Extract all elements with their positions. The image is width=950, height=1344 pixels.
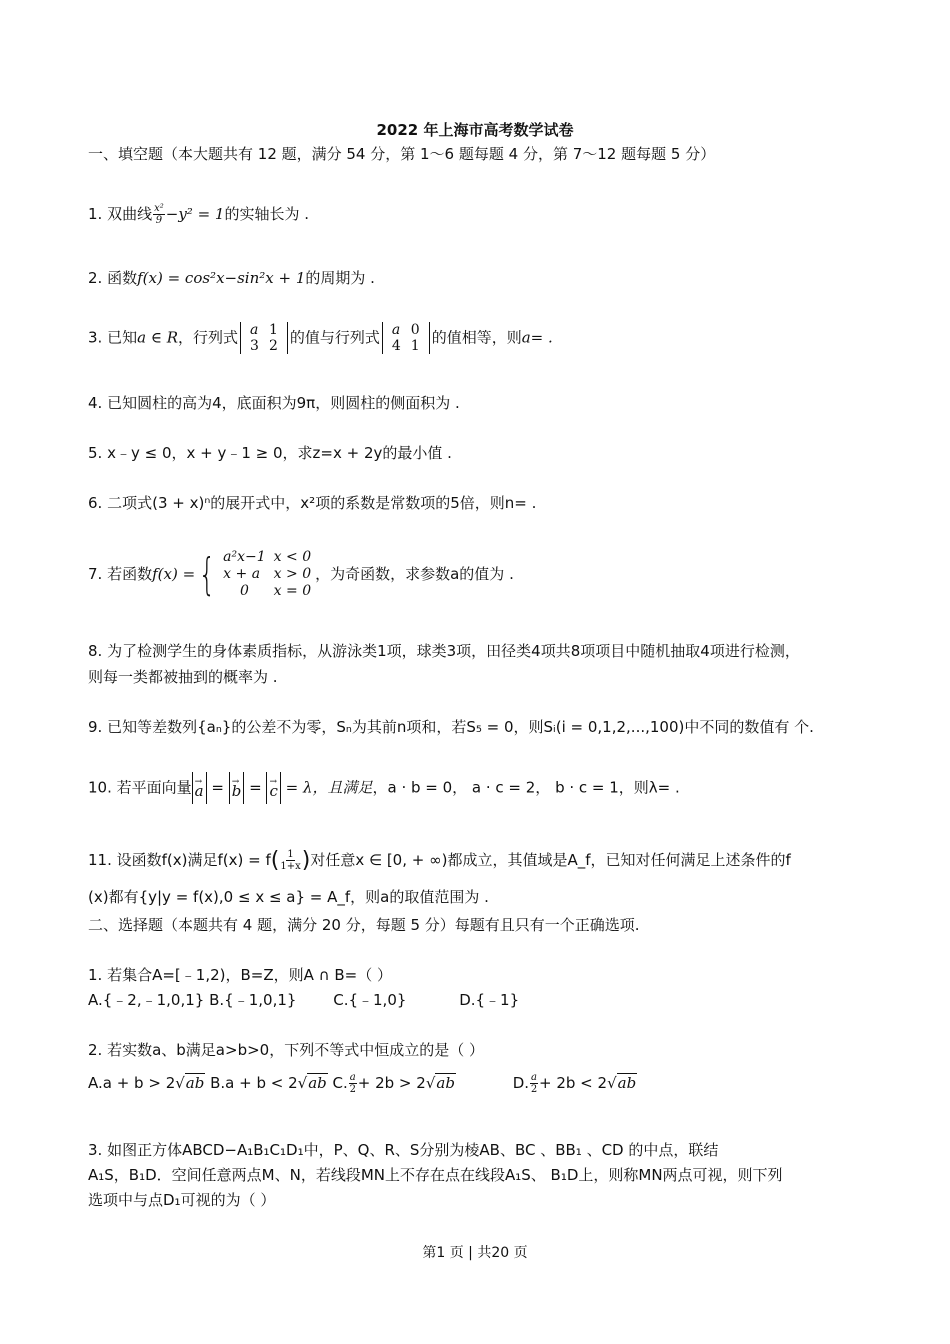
left-brace: { [198, 548, 216, 600]
choice-question-1: 1. 若集合A=[﹣1,2)，B=Z，则A ∩ B=（ ） [88, 966, 393, 984]
question-2: 2. 函数f(x) = cos²x−sin²x + 1的周期为 . [88, 269, 375, 287]
question-1: 1. 双曲线 $\frac{\text{x²}}{9}$ −y² = 1的实轴长为 . [88, 203, 310, 226]
determinant-2: a 0 4 1 [382, 322, 430, 354]
option-c: C. $\frac{a}{2}$ + 2b > 2√ab [332, 1072, 455, 1095]
option-d: D.{﹣1} [459, 991, 520, 1009]
question-number: 1. [88, 205, 103, 223]
question-11-line-2: (x)都有{y|y = f(x),0 ≤ x ≤ a} = A_f，则a的取值范围为 . [88, 888, 489, 906]
page-footer: 第1 页 | 共20 页 [422, 1245, 528, 1261]
choice-question-3-line-1: 3. 如图正方体ABCD−A₁B₁C₁D₁中，P、Q、R、S分别为棱AB、BC 、BB₁ 、CD 的中点，联结 [88, 1141, 719, 1159]
question-7: 7. 若函数f(x) ={ a²x−1 x < 0 x + a x > 0 0 x = 0，为奇函数，求参数a的值为 . [88, 548, 514, 600]
magnitude-a: → a [192, 772, 207, 804]
choice-question-3-line-3: 选项中与点D₁可视的为（ ） [88, 1191, 276, 1209]
option-b: B.a + b < 2√ab [210, 1074, 327, 1092]
choice-question-2: 2. 若实数a、b满足a>b>0，下列不等式中恒成立的是（ ） [88, 1041, 484, 1059]
choice-question-3-line-2: A₁S，B₁D．空间任意两点M、N，若线段MN上不存在点在线段A₁S、 B₁D上，则称MN两点可视，则下列 [88, 1166, 783, 1184]
fraction-x2-over-9: $\frac{\text{x²}}{9}$ [154, 203, 164, 226]
section-header-choice: 二、选择题（本题共有 4 题，满分 20 分，每题 5 分）每题有且只有一个正确选项. [88, 916, 640, 934]
question-5: 5. x﹣y ≤ 0，x + y﹣1 ≥ 0，求z=x + 2y的最小值 . [88, 444, 452, 462]
question-4: 4. 已知圆柱的高为4，底面积为9π，则圆柱的侧面积为 . [88, 394, 460, 412]
question-8-line-1: 8. 为了检测学生的身体素质指标，从游泳类1项，球类3项，田径类4项共8项项目中随机抽取4项进行检测， [88, 642, 800, 660]
fraction-1-over-1-plus-x: $\frac{1}{1+x}$ [280, 849, 301, 872]
option-b: B.{﹣1,0,1} [209, 991, 297, 1009]
option-d: D. $\frac{a}{2}$ + 2b < 2√ab [512, 1072, 637, 1095]
determinant-1: a 1 3 2 [240, 322, 288, 354]
piecewise-cases: a²x−1 x < 0 x + a x > 0 0 x = 0 [223, 549, 312, 599]
option-c: C.{﹣1,0} [333, 991, 407, 1009]
section-header-fill-blank: 一、填空题（本大题共有 12 题，满分 54 分，第 1～6 题每题 4 分，第 7～12 题每题 5 分） [88, 145, 716, 163]
question-8-line-2: 则每一类都被抽到的概率为 . [88, 668, 278, 686]
question-10: 10. 若平面向量→ a = → b = → c = λ，且满足，a · b = 0， a · c = 2， b · c = 1，则λ= . [88, 772, 680, 804]
option-a: A.{﹣2,﹣1,0,1} [88, 991, 205, 1009]
magnitude-c: → c [266, 772, 280, 804]
question-3: 3. 已知a ∈ R，行列式 a 1 3 2 的值与行列式 a 0 4 1 的值相等，则a= . [88, 322, 553, 354]
choice-2-options [88, 1072, 637, 1095]
magnitude-b: → b [229, 772, 245, 804]
page-title: 2022 年上海市高考数学试卷 [376, 121, 574, 139]
question-9: 9. 已知等差数列{aₙ}的公差不为零，Sₙ为其前n项和，若S₅ = 0，则Sᵢ(i = 0,1,2,...,100)中不同的数值有 个. [88, 718, 814, 736]
option-a: A.a + b > 2√ab [88, 1074, 205, 1092]
question-11-line-1: 11. 设函数f(x)满足f(x) = f( $\frac{1}{1+x}$ )对任意x ∈ [0, + ∞)都成立，其值域是A_f，已知对任何满足上述条件的f [88, 848, 791, 873]
question-6: 6. 二项式(3 + x)ⁿ的展开式中，x²项的系数是常数项的5倍，则n= . [88, 494, 537, 512]
choice-1-options [88, 989, 519, 1010]
